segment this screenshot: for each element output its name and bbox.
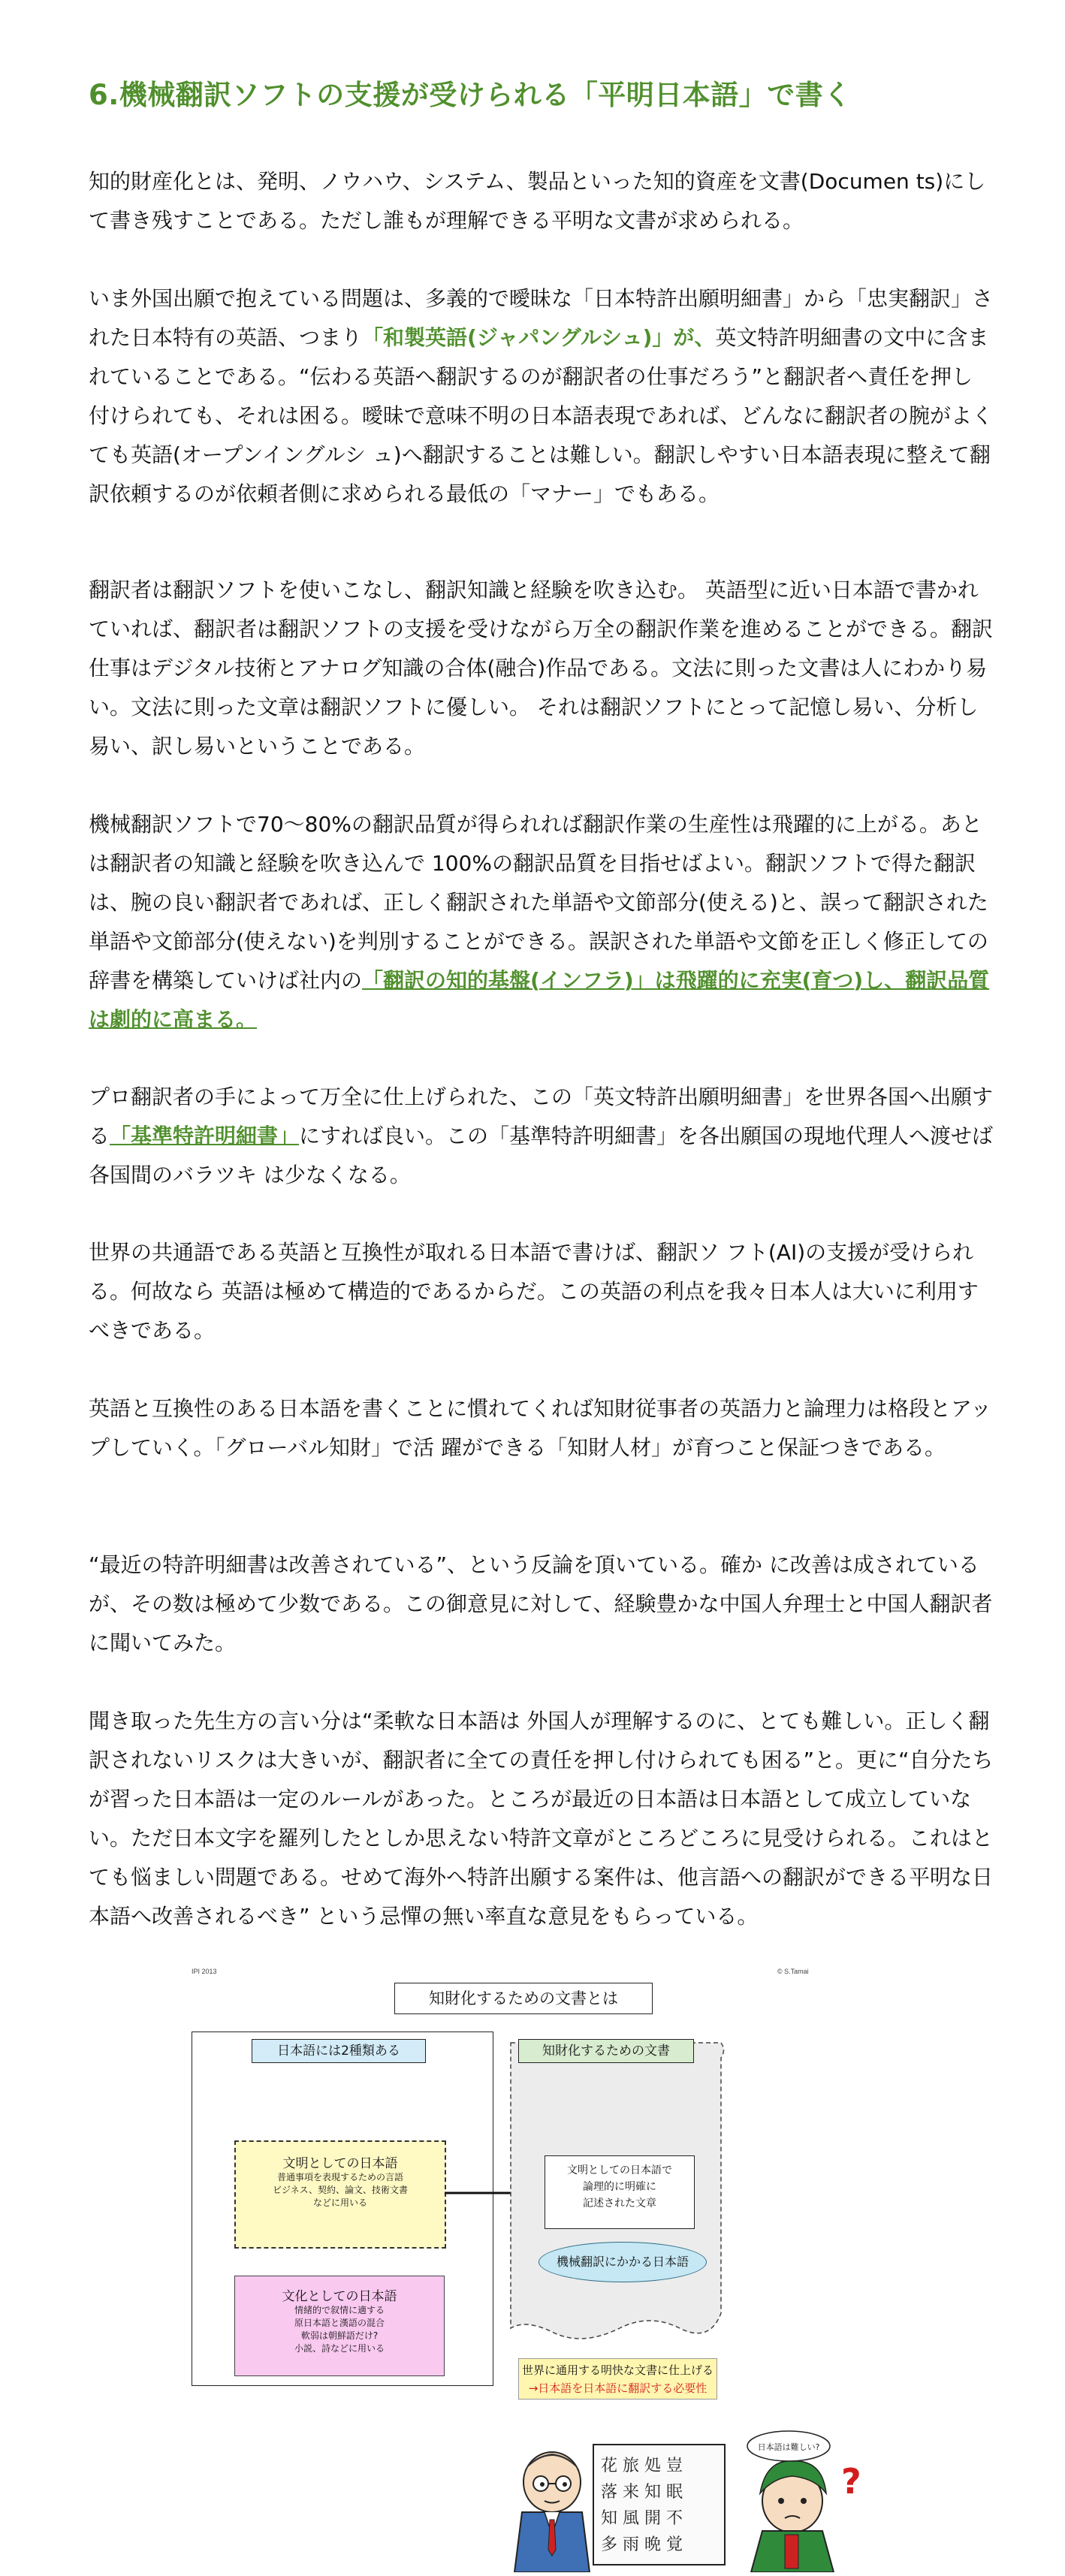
logical-text-box: [545, 2155, 695, 2229]
right-tab-label: 知財化するための文書: [518, 2039, 694, 2063]
left-tab-label: 日本語には2種類ある: [252, 2039, 426, 2063]
diagram-title: 知財化するための文書とは: [394, 1983, 653, 2014]
mt-japanese-ellipse: 機械翻訳にかかる日本語: [539, 2242, 707, 2282]
culture-line-4: 小説、詩などに用いる: [294, 2343, 385, 2354]
civilization-line-3: などに用いる: [312, 2197, 367, 2208]
culture-line-2: 原日本語と漢語の混合: [294, 2318, 385, 2328]
diagram-shapes: [192, 1968, 867, 2403]
logical-line-1: 文明としての日本語で: [567, 2164, 672, 2176]
cartoon-svg: [481, 2430, 901, 2572]
paragraph-5: [89, 1078, 994, 1195]
page-title: 6.機械翻訳ソフトの支援が受けられる「平明日本語」で書く: [89, 79, 852, 111]
civilization-line-2: ビジネス、契約、論文、技術文書: [272, 2185, 408, 2195]
paragraph-2-text-b: 英文特許明細書の文中に含まれていることである。“伝わる英語へ翻訳するのが翻訳者の仕事だろう”と翻訳者へ責任を押し付けられても、それは困る。曖昧で意味不明の日本語表現であれば、どんなに翻訳者の腕がよくても英語(オープンイングルシ ュ)へ翻訳することは難しい。翻訳しやすい日本語表現に整えて翻訳依頼するのが依頼者側に求められる最低の「マナー」でもある。: [89, 325, 994, 506]
paragraph-7: 英語と互換性のある日本語を書くことに慣れてくれば知財従事者の英語力と論理力は格段とアップしていく。「グローバル知財」で活 躍ができる「知財人材」が育つこと保証つきである。: [89, 1396, 992, 1460]
civilization-title: 文明としての日本語: [282, 2156, 398, 2171]
culture-line-1: 情緒的で叙情に適する: [294, 2305, 385, 2315]
conclusion-note: [518, 2358, 717, 2400]
paragraph-5-text-b: にすれば良い。この「基準特許明細書」を各出願国の現地代理人へ渡せば各国間のバラツキ は少なくなる。: [89, 1124, 994, 1187]
confused-person-figure: [751, 2461, 834, 2572]
paragraph-1: 知的財産化とは、発明、ノウハウ、システム、製品といった知的資産を文書(Documen ts)にして書き残すことである。ただし誰もが理解できる平明な文書が求められる。: [89, 169, 986, 233]
paragraph-3: 翻訳者は翻訳ソフトを使いこなし、翻訳知識と経験を吹き込む。 英語型に近い日本語で書かれていれば、翻訳者は翻訳ソフトの支援を受けながら万全の翻訳作業を進めることができる。翻訳仕事はデジタル技術とアナログ知識の合体(融合)作品である。文法に則った文書は人にわかり易い。文法に則った文章は翻訳ソフトに優しい。 それは翻訳ソフトにとって記憶し易い、分析し易い、訳し易いということである。: [89, 578, 994, 759]
paragraph-8: “最近の特許明細書は改善されている”、という反論を頂いている。確か に改善は成されているが、その数は極めて少数である。この御意見に対して、経験豊かな中国人弁理士と中国人翻訳者に聞いてみた。: [89, 1552, 993, 1655]
kanji-row-2: 落 来 知 眠: [601, 2483, 683, 2502]
paragraph-4-text-a: 機械翻訳ソフトで70〜80%の翻訳品質が得られれば翻訳作業の生産性は飛躍的に上がる。あとは翻訳者の知識と経験を吹き込んで 100%の翻訳品質を目指せばよい。翻訳ソフトで得た翻訳は、腕の良い翻訳者であれば、正しく翻訳された単語や文節部分(使える)と、誤って翻訳された単語や文節部分(使えない)を判別することができる。誤訳された単語や文節を正しく修正しての辞書を構築していけば社内の: [89, 812, 988, 993]
reading-man-figure: [514, 2452, 590, 2572]
paragraph-9: 聞き取った先生方の言い分は“柔軟な日本語は 外国人が理解するのに、とても難しい。正しく翻訳されないリスクは大きいが、翻訳者に全ての責任を押し付けられても困る”と。更に“自分たちが習った日本語は一定のルールがあった。ところが最近の日本語は日本語として成立していない。ただ日本文字を羅列したとしか思えない特許文章がところどころに見受けられる。これはとても悩ましい問題である。せめて海外へ特許出願する案件は、他言語への翻訳ができる平明な日本語へ改善されるべき” という忌憚の無い率直な意見をもらっている。: [89, 1709, 994, 1929]
logical-line-2: 論理的に明確に: [583, 2181, 656, 2193]
wasei-eigo-highlight: 「和製英語(ジャパングルシュ)」が、: [362, 325, 716, 350]
cartoon-illustration: [481, 2430, 901, 2572]
diagram-left-mark: IPI 2013: [192, 1968, 217, 1975]
diagram-right-mark: © S.Tamai: [777, 1968, 809, 1975]
logical-line-3: 記述された文章: [583, 2197, 656, 2210]
kanji-row-1: 花 旅 処 豈: [601, 2457, 683, 2475]
kanji-row-3: 知 風 開 不: [601, 2509, 683, 2528]
speech-text: 日本語は難しい?: [757, 2442, 820, 2452]
document-diagram: [192, 1968, 867, 2403]
paragraph-6: 世界の共通語である英語と互換性が取れる日本語で書けば、翻訳ソ フト(AI)の支援が受けられる。何故なら 英語は極めて構造的であるからだ。この英語の利点を我々日本人は大いに利用すべきである。: [89, 1240, 979, 1343]
infra-highlight: 「翻訳の知的基盤(インフラ)」は飛躍的に充実(育つ)し、翻訳品質は劇的に高まる。: [89, 968, 990, 1032]
note-line-2: →日本語を日本語に翻訳する必要性: [528, 2381, 707, 2395]
civilization-line-1: 普通事項を表現するための言語: [276, 2172, 403, 2182]
question-mark: ?: [841, 2461, 861, 2502]
paragraph-2-text-a: いま外国出願で抱えている問題は、多義的で曖昧な「日本特許出願明細書」から「忠実翻訳」された日本特有の英語、つまり: [89, 286, 994, 350]
kanji-row-4: 多 雨 晩 覚: [601, 2535, 683, 2554]
paragraph-5-text-a: プロ翻訳者の手によって万全に仕上げられた、この「英文特許出願明細書」を世界各国へ出願する: [89, 1084, 994, 1148]
paragraph-4: [89, 805, 994, 1039]
paragraph-2: [89, 279, 994, 514]
culture-line-3: 軟弱は朝鮮語だけ?: [300, 2330, 379, 2341]
base-patent-highlight: 「基準特許明細書」: [110, 1124, 300, 1148]
note-line-1: 世界に通用する明快な文書に仕上げる: [521, 2363, 714, 2377]
culture-title: 文化としての日本語: [282, 2289, 397, 2304]
